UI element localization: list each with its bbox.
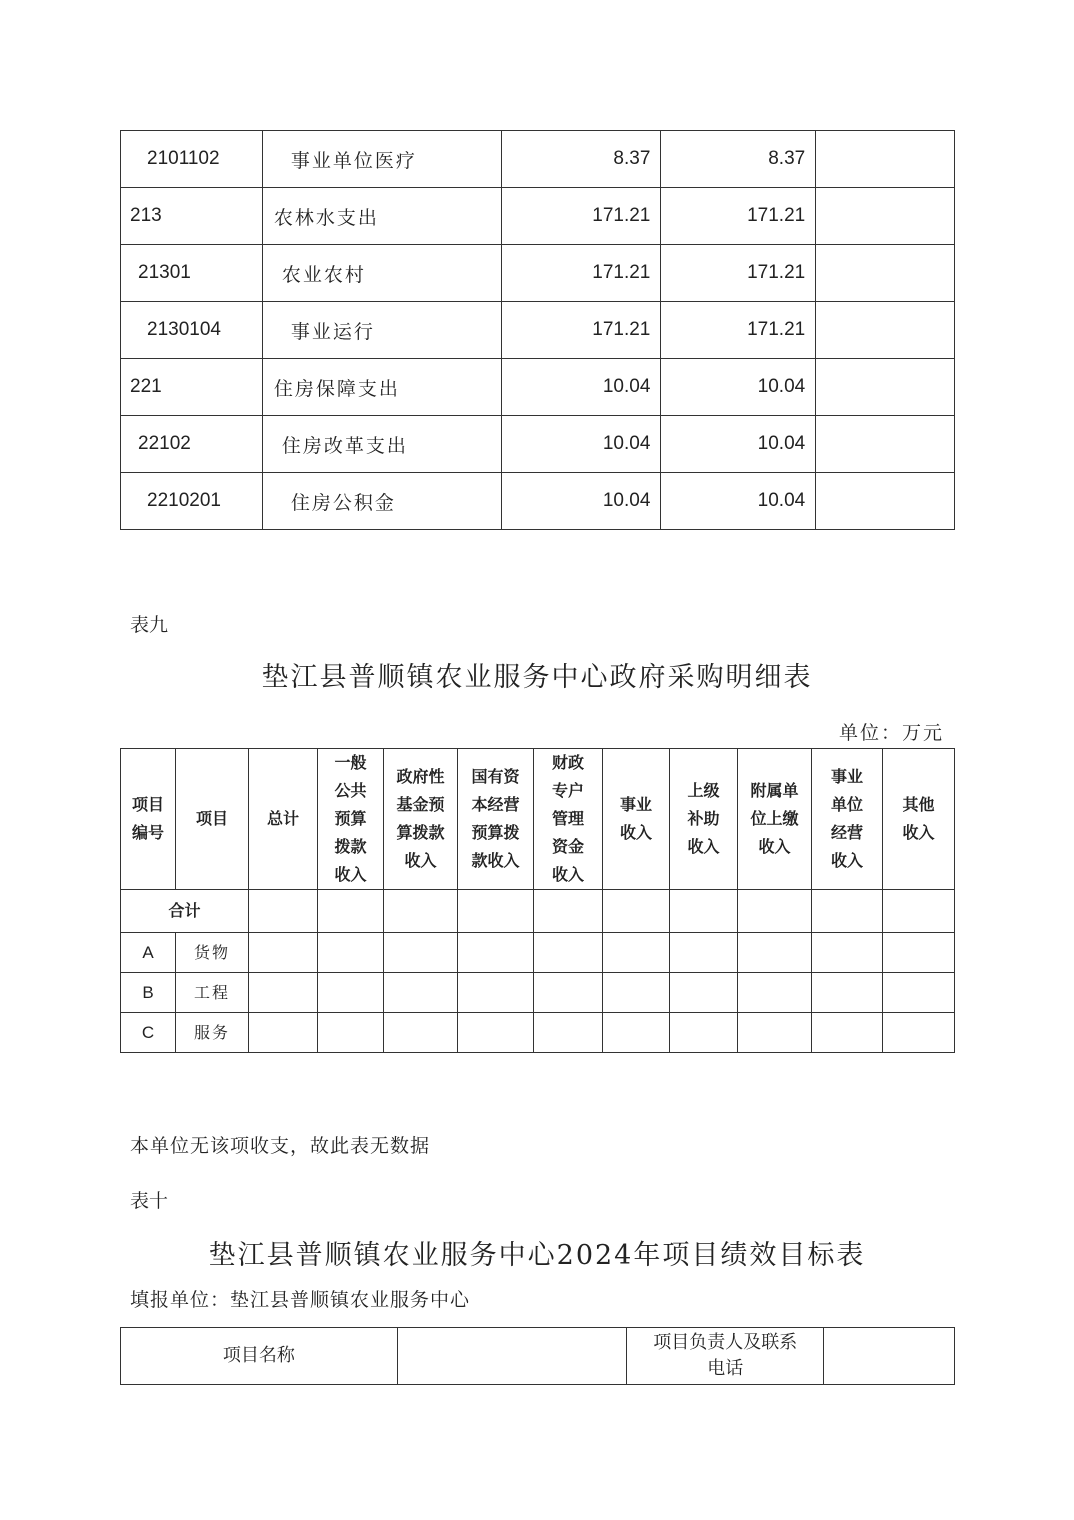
empty-cell (883, 973, 955, 1013)
account-code: 213 (121, 188, 263, 245)
performance-target-table (120, 1327, 955, 1385)
empty-cell (384, 933, 458, 973)
account-name: 住房公积金 (262, 473, 501, 530)
empty-cell (883, 890, 955, 933)
column-header: 项目 (176, 749, 249, 890)
empty-cell (458, 933, 534, 973)
account-code: 2101102 (121, 131, 263, 188)
empty-cell (384, 890, 458, 933)
account-name: 农林水支出 (262, 188, 501, 245)
project-amount (816, 473, 955, 530)
column-header: 一般 公共 预算 拨款 收入 (318, 749, 384, 890)
project-name-value[interactable] (397, 1328, 627, 1385)
column-header: 事业 单位 经营 收入 (812, 749, 883, 890)
empty-cell (318, 933, 384, 973)
budget-row (121, 245, 955, 302)
empty-cell (603, 1013, 670, 1053)
empty-cell (534, 1013, 603, 1053)
empty-cell (318, 973, 384, 1013)
column-header: 政府性 基金预 算拨款 收入 (384, 749, 458, 890)
contact-value[interactable] (824, 1328, 955, 1385)
empty-cell (318, 890, 384, 933)
column-header: 事业 收入 (603, 749, 670, 890)
account-name: 住房保障支出 (262, 359, 501, 416)
basic-amount: 171.21 (661, 188, 816, 245)
total-amount: 171.21 (501, 302, 661, 359)
empty-cell (458, 1013, 534, 1053)
budget-row (121, 359, 955, 416)
project-row (121, 1328, 955, 1385)
basic-amount: 171.21 (661, 245, 816, 302)
empty-cell (534, 933, 603, 973)
total-amount: 10.04 (501, 416, 661, 473)
item-code: A (121, 933, 176, 973)
account-code: 22102 (121, 416, 263, 473)
empty-cell (670, 890, 738, 933)
account-code: 2210201 (121, 473, 263, 530)
empty-cell (812, 890, 883, 933)
account-code: 221 (121, 359, 263, 416)
total-amount: 171.21 (501, 245, 661, 302)
column-header: 总计 (249, 749, 318, 890)
project-name-label: 项目名称 (121, 1328, 398, 1385)
item-code: C (121, 1013, 176, 1053)
total-amount: 171.21 (501, 188, 661, 245)
empty-cell (738, 1013, 812, 1053)
empty-cell (458, 973, 534, 1013)
column-header: 上级 补助 收入 (670, 749, 738, 890)
total-amount: 8.37 (501, 131, 661, 188)
empty-cell (384, 1013, 458, 1053)
column-header: 国有资 本经营 预算拨 款收入 (458, 749, 534, 890)
account-name: 事业运行 (262, 302, 501, 359)
empty-cell (603, 933, 670, 973)
header-row (121, 749, 955, 890)
empty-cell (318, 1013, 384, 1053)
empty-cell (249, 933, 318, 973)
fill-unit-label: 填报单位：垫江县普顺镇农业服务中心 (130, 1289, 471, 1311)
basic-amount: 10.04 (661, 473, 816, 530)
project-amount (816, 131, 955, 188)
budget-row (121, 416, 955, 473)
basic-amount: 171.21 (661, 302, 816, 359)
account-name: 事业单位医疗 (262, 131, 501, 188)
column-header: 项目 编号 (121, 749, 176, 890)
budget-row (121, 302, 955, 359)
account-name: 住房改革支出 (262, 416, 501, 473)
empty-cell (883, 1013, 955, 1053)
item-code: B (121, 973, 176, 1013)
basic-amount: 10.04 (661, 359, 816, 416)
project-amount (816, 416, 955, 473)
column-header: 财政 专户 管理 资金 收入 (534, 749, 603, 890)
empty-cell (670, 973, 738, 1013)
total-row (121, 890, 955, 933)
empty-cell (249, 1013, 318, 1053)
empty-cell (812, 973, 883, 1013)
procurement-detail-table (120, 748, 955, 1053)
empty-cell (812, 933, 883, 973)
empty-cell (384, 973, 458, 1013)
empty-cell (534, 973, 603, 1013)
table-ten-label: 表十 (130, 1190, 169, 1212)
account-code: 21301 (121, 245, 263, 302)
table-nine-label: 表九 (130, 614, 169, 636)
item-name: 货物 (176, 933, 249, 973)
empty-cell (603, 890, 670, 933)
empty-cell (883, 933, 955, 973)
account-code: 2130104 (121, 302, 263, 359)
budget-row (121, 131, 955, 188)
project-amount (816, 302, 955, 359)
table-nine-title: 垫江县普顺镇农业服务中心政府采购明细表 (261, 662, 813, 693)
item-name: 工程 (176, 973, 249, 1013)
total-amount: 10.04 (501, 359, 661, 416)
empty-cell (738, 933, 812, 973)
basic-amount: 8.37 (661, 131, 816, 188)
total-label: 合计 (121, 890, 249, 933)
budget-row (121, 473, 955, 530)
empty-cell (249, 890, 318, 933)
total-amount: 10.04 (501, 473, 661, 530)
table-ten-title: 垫江县普顺镇农业服务中心2024年项目绩效目标表 (208, 1240, 866, 1271)
empty-cell (670, 933, 738, 973)
empty-cell (670, 1013, 738, 1053)
empty-cell (249, 973, 318, 1013)
empty-cell (603, 973, 670, 1013)
procurement-row (121, 933, 955, 973)
account-name: 农业农村 (262, 245, 501, 302)
procurement-row (121, 973, 955, 1013)
empty-cell (534, 890, 603, 933)
item-name: 服务 (176, 1013, 249, 1053)
empty-cell (812, 1013, 883, 1053)
project-amount (816, 359, 955, 416)
column-header: 其他 收入 (883, 749, 955, 890)
budget-expenditure-table (120, 130, 955, 530)
procurement-row (121, 1013, 955, 1053)
budget-row (121, 188, 955, 245)
project-amount (816, 188, 955, 245)
unit-label: 单位：万元 (838, 722, 944, 744)
contact-label: 项目负责人及联系 电话 (627, 1328, 824, 1385)
project-amount (816, 245, 955, 302)
empty-cell (458, 890, 534, 933)
column-header: 附属单 位上缴 收入 (738, 749, 812, 890)
empty-cell (738, 890, 812, 933)
empty-cell (738, 973, 812, 1013)
no-data-note: 本单位无该项收支，故此表无数据 (130, 1135, 431, 1157)
basic-amount: 10.04 (661, 416, 816, 473)
